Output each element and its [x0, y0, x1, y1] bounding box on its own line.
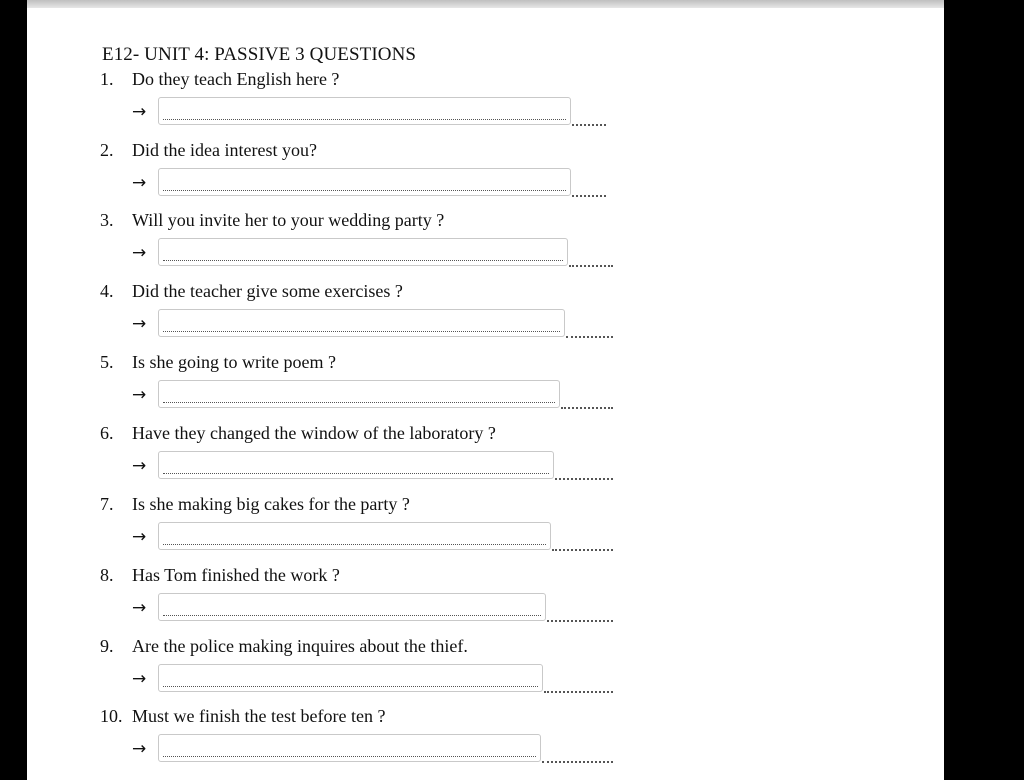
arrow-right-icon: →: [132, 173, 147, 193]
question-text: Will you invite her to your wedding party ?: [132, 210, 445, 230]
question-text: Do they teach English here ?: [132, 69, 340, 89]
arrow-right-icon: →: [132, 385, 147, 405]
answer-dotted-line: [542, 760, 613, 763]
question-6: [27, 423, 944, 493]
answer-dotted-line: [572, 194, 606, 197]
question-8: [27, 565, 944, 635]
question-text: Is she going to write poem ?: [132, 352, 336, 372]
question-10: [27, 706, 944, 776]
question-number: 2.: [100, 140, 114, 160]
question-1: [27, 69, 944, 139]
question-9: [27, 636, 944, 706]
question-text: Have they changed the window of the laboratory ?: [132, 423, 496, 443]
question-text: Must we finish the test before ten ?: [132, 706, 386, 726]
arrow-right-icon: →: [132, 739, 147, 759]
question-5: [27, 352, 944, 422]
question-number: 6.: [100, 423, 114, 443]
question-2: [27, 140, 944, 210]
answer-field-4[interactable]: [158, 309, 565, 337]
arrow-right-icon: →: [132, 314, 147, 334]
question-number: 5.: [100, 352, 114, 372]
answer-field-6[interactable]: [158, 451, 554, 479]
answer-field-2[interactable]: [158, 168, 571, 196]
question-number: 8.: [100, 565, 114, 585]
question-number: 1.: [100, 69, 114, 89]
answer-field-1[interactable]: [158, 97, 571, 125]
question-3: [27, 210, 944, 280]
arrow-right-icon: →: [132, 527, 147, 547]
page-top-edge: [27, 0, 944, 8]
answer-dotted-line: [561, 406, 613, 409]
question-4: [27, 281, 944, 351]
question-number: 10.: [100, 706, 123, 726]
question-text: Did the idea interest you?: [132, 140, 317, 160]
question-number: 4.: [100, 281, 114, 301]
arrow-right-icon: →: [132, 243, 147, 263]
question-number: 7.: [100, 494, 114, 514]
answer-dotted-line: [552, 548, 613, 551]
question-text: Are the police making inquires about the thief.: [132, 636, 468, 656]
answer-dotted-line: [572, 123, 606, 126]
answer-dotted-line: [547, 619, 613, 622]
question-number: 3.: [100, 210, 114, 230]
arrow-right-icon: →: [132, 102, 147, 122]
answer-field-8[interactable]: [158, 593, 546, 621]
question-text: Did the teacher give some exercises ?: [132, 281, 403, 301]
answer-field-10[interactable]: [158, 734, 541, 762]
answer-field-7[interactable]: [158, 522, 551, 550]
question-7: [27, 494, 944, 564]
arrow-right-icon: →: [132, 598, 147, 618]
document-title: E12- UNIT 4: PASSIVE 3 QUESTIONS: [102, 44, 417, 65]
arrow-right-icon: →: [132, 669, 147, 689]
answer-dotted-line: [566, 335, 613, 338]
question-number: 9.: [100, 636, 114, 656]
worksheet-page: [27, 0, 944, 780]
answer-dotted-line: [544, 690, 613, 693]
answer-dotted-line: [569, 264, 613, 267]
answer-dotted-line: [555, 477, 613, 480]
answer-field-3[interactable]: [158, 238, 568, 266]
question-text: Has Tom finished the work ?: [132, 565, 340, 585]
answer-field-5[interactable]: [158, 380, 560, 408]
arrow-right-icon: →: [132, 456, 147, 476]
question-text: Is she making big cakes for the party ?: [132, 494, 410, 514]
answer-field-9[interactable]: [158, 664, 543, 692]
